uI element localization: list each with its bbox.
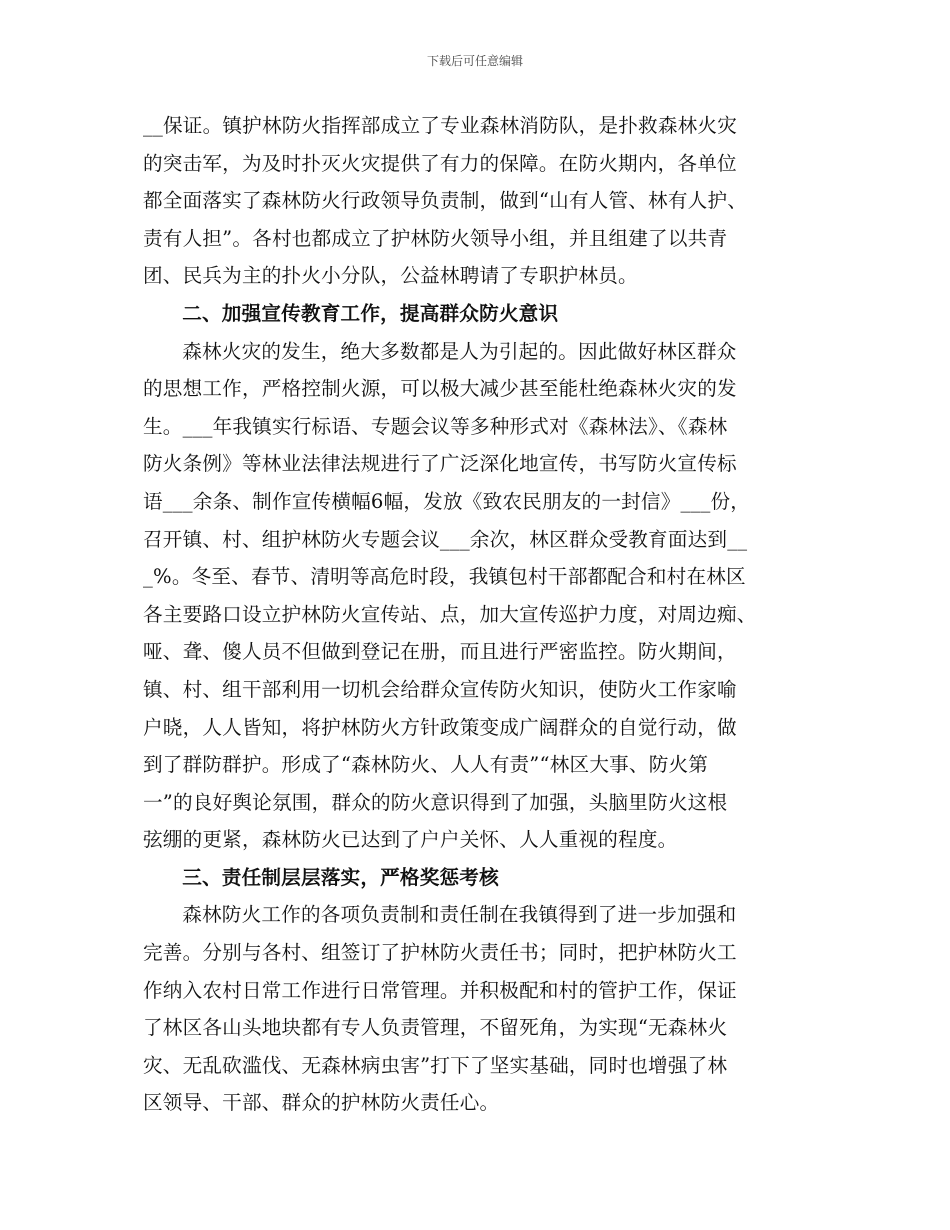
paragraph-publicity: [143, 333, 811, 859]
text-line: 各主要路口设立护林防火宣传站、点，加大宣传巡护力度，对周边痴、: [143, 602, 757, 626]
text-line: 森林火灾的发生，绝大多数都是人为引起的。因此做好林区群众: [182, 339, 737, 363]
text-line: 哑、聋、傻人员不但做到登记在册，而且进行严密监控。防火期间，: [143, 640, 737, 664]
text-line: 生。___年我镇实行标语、专题会议等多种形式对《森林法》、《森林: [143, 414, 728, 438]
text-line: _%。冬至、春节、清明等高危时段，我镇包村干部都配合和村在林区: [143, 565, 746, 589]
section-heading-responsibility: 三、责任制层层落实，严格奖惩考核: [182, 865, 499, 889]
text-line: 到了群防群护。形成了“森林防火、人人有责”“林区大事、防火第: [143, 753, 709, 777]
text-line: 防火条例》等林业法律法规进行了广泛深化地宣传，书写防火宣传标: [143, 452, 737, 476]
text-line: 召开镇、村、组护林防火专题会议___余次，林区群众受教育面达到__: [143, 527, 748, 551]
text-line: 的思想工作，严格控制火源，可以极大减少甚至能杜绝森林火灾的发: [143, 377, 737, 401]
paragraph-fire-brigade: [143, 107, 811, 295]
text-line: 了林区各山头地块都有专人负责管理，不留死角，为实现“无森林火: [143, 1016, 728, 1040]
paragraph-responsibility: [143, 896, 811, 1122]
text-line: __保证。镇护林防火指挥部成立了专业森林消防队，是扑救森林火灾: [143, 114, 738, 137]
text-line: 户晓，人人皆知，将护林防火方针政策变成广阔群众的自觉行动，做: [143, 715, 737, 739]
text-line: 的突击军，为及时扑灭火灾提供了有力的保障。在防火期内，各单位: [143, 151, 737, 175]
text-line: 森林防火工作的各项负责制和责任制在我镇得到了进一步加强和: [182, 903, 737, 927]
text-line: 语___余条、制作宣传横幅6幅，发放《致农民朋友的一封信》___份，: [143, 489, 751, 513]
text-line: 作纳入农村日常工作进行日常管理。并积极配和村的管护工作，保证: [143, 978, 737, 1002]
section-heading-publicity: 二、加强宣传教育工作，提高群众防火意识: [182, 301, 559, 325]
text-line: 团、民兵为主的扑火小分队，公益林聘请了专职护林员。: [143, 264, 638, 288]
text-line: 镇、村、组干部利用一切机会给群众宣传防火知识，使防火工作家喻: [143, 677, 737, 701]
text-line: 责有人担”。各村也都成立了护林防火领导小组，并且组建了以共青: [143, 226, 728, 250]
text-line: 完善。分别与各村、组签订了护林防火责任书；同时，把护林防火工: [143, 941, 737, 965]
page-header: 下载后可任意编辑: [426, 54, 523, 68]
text-line: 灾、无乱砍滥伐、无森林病虫害”打下了坚实基础，同时也增强了林: [143, 1053, 728, 1077]
text-line: 弦绷的更紧，森林防火已达到了户户关怀、人人重视的程度。: [143, 828, 678, 852]
text-line: 区领导、干部、群众的护林防火责任心。: [143, 1091, 500, 1115]
document-body: [143, 107, 811, 1122]
text-line: 一”的良好舆论氛围，群众的防火意识得到了加强，头脑里防火这根: [143, 790, 728, 814]
text-line: 都全面落实了森林防火行政领导负责制，做到“山有人管、林有人护、: [143, 189, 748, 213]
